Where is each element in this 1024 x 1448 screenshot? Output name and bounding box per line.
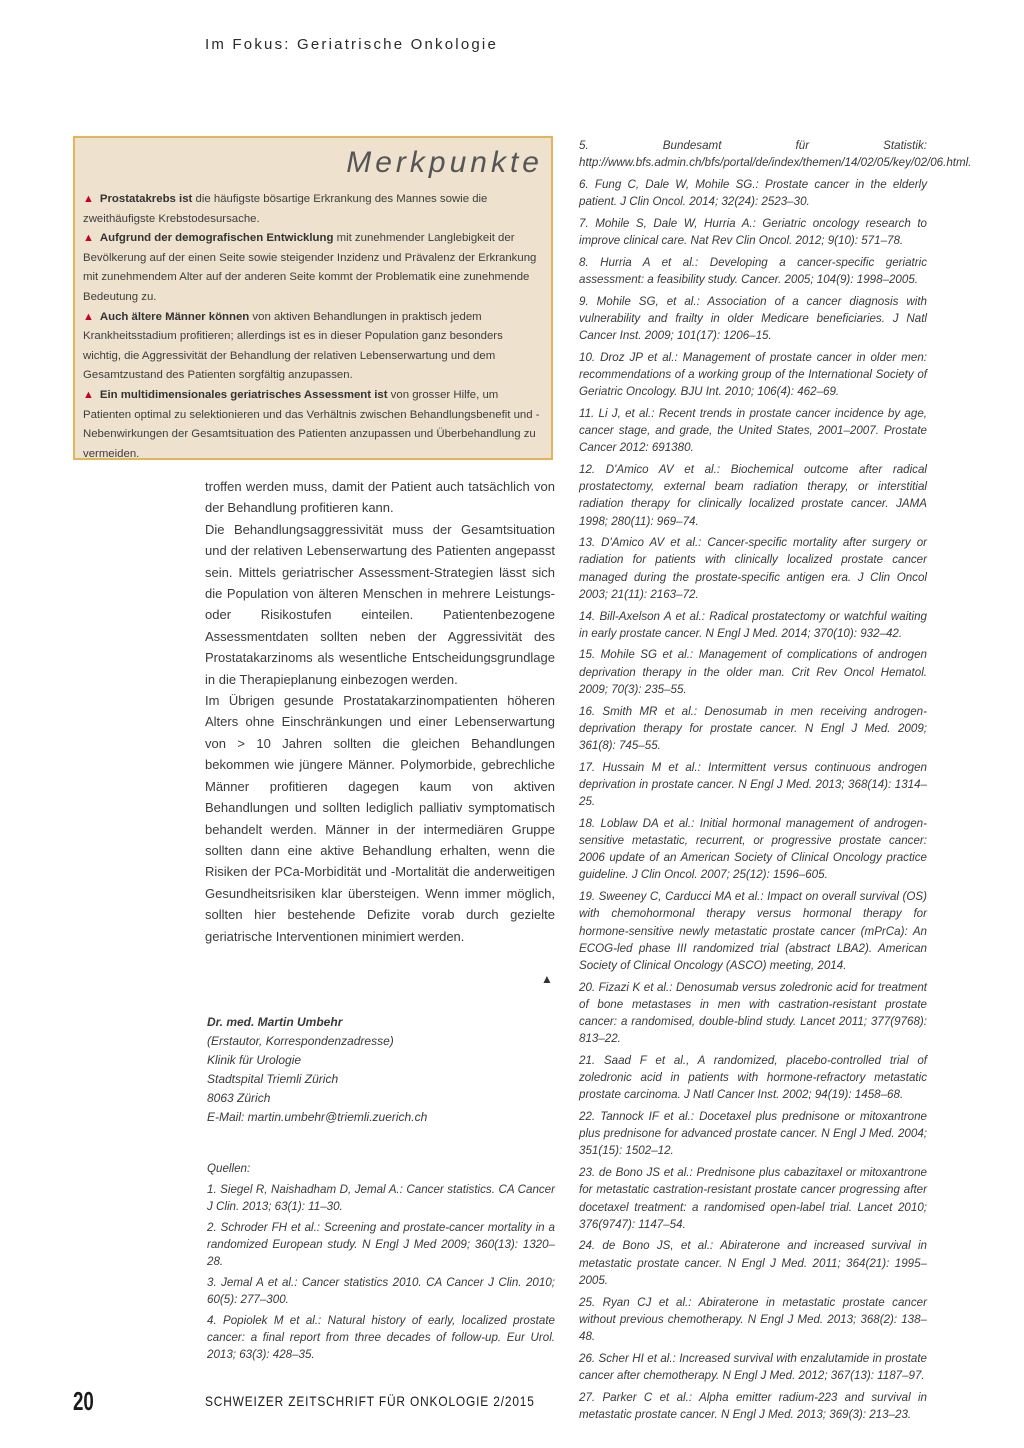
reference-item: 18. Loblaw DA et al.: Initial hormonal management of androgen-sensitive metastatic, recurrent, or progressive prostate cancer: 2006 update of an American Society of Clinical Oncology practice guideline. J Clin Oncol. 2007; 25(12): 1596–605. bbox=[579, 816, 927, 882]
triangle-bullet-icon: ▲ bbox=[83, 388, 94, 401]
merkpunkt-bold: Prostatakrebs ist bbox=[99, 193, 193, 205]
page-number: 20 bbox=[73, 1386, 94, 1416]
reference-item: 15. Mohile SG et al.: Management of complications of androgen deprivation therapy in the older man. Crit Rev Oncol Hematol. 2009; 70(3): 235–55. bbox=[579, 648, 927, 696]
merkpunkt-text: von aktiven Behandlungen in praktisch jedem Krankheitsstadium profitieren; allerdings ist es in dieser Population ganz besonders wichtig, die Aggressivität der Behandlung der relativen Lebenserwartung und dem Gesamtzustand des Patienten sorgfältig anzupassen. bbox=[83, 310, 503, 382]
author-city: 8063 Zürich bbox=[207, 1091, 271, 1105]
merkpunkt-item bbox=[83, 190, 541, 229]
reference-item: 14. Bill-Axelson A et al.: Radical prostatectomy or watchful waiting in early prostate cancer. N Engl J Med. 2014; 370(10): 932–42. bbox=[579, 609, 927, 640]
author-name: Dr. med. Martin Umbehr bbox=[207, 1015, 343, 1029]
reference-item: 6. Fung C, Dale W, Mohile SG.: Prostate cancer in the elderly patient. J Clin Oncol. 2014; 32(24): 2523–30. bbox=[579, 177, 927, 209]
sources-left bbox=[207, 1160, 555, 1367]
author-hospital: Stadtspital Triemli Zürich bbox=[207, 1072, 339, 1086]
reference-item: 3. Jemal A et al.: Cancer statistics 2010. CA Cancer J Clin. 2010; 60(5): 277–300. bbox=[207, 1276, 555, 1306]
reference-item: 16. Smith MR et al.: Denosumab in men receiving androgen-deprivation therapy for prostate cancer. N Engl J Med. 2009; 361(8): 745–55. bbox=[579, 704, 927, 752]
author-block bbox=[207, 1013, 427, 1127]
reference-item: 12. D'Amico AV et al.: Biochemical outcome after radical prostatectomy, external beam radiation therapy, or interstitial radiation therapy for clinically localized prostate cancer. JAMA 1998; 280(11): 969–74. bbox=[579, 462, 927, 528]
reference-item: 17. Hussain M et al.: Intermittent versus continuous androgen deprivation in prostate cancer. N Engl J Med. 2013; 368(14): 1314–25. bbox=[579, 760, 927, 809]
body-text bbox=[205, 476, 555, 947]
sources-label: Quellen: bbox=[207, 1162, 251, 1175]
reference-item: 27. Parker C et al.: Alpha emitter radium-223 and survival in metastatic prostate cancer. N Engl J Med. 2013; 369(3): 213–23. bbox=[579, 1390, 927, 1421]
end-mark-icon: ▲ bbox=[541, 972, 553, 986]
merkpunkte-title: Merkpunkte bbox=[346, 146, 543, 179]
reference-item: 23. de Bono JS et al.: Prednisone plus cabazitaxel or mitoxantrone for metastatic castration-resistant prostate cancer progressing after docetaxel treatment: a randomised open-label trial. Lancet 2010; 376(9747): 1147–54. bbox=[579, 1166, 927, 1231]
reference-item: 2. Schroder FH et al.: Screening and prostate-cancer mortality in a randomized European study. N Engl J Med 2009; 360(13): 1320–28. bbox=[207, 1221, 555, 1268]
author-dept: Klinik für Urologie bbox=[207, 1053, 302, 1067]
reference-item: 19. Sweeney C, Carducci MA et al.: Impact on overall survival (OS) with chemohormonal therapy versus hormonal therapy for hormone-sensitive newly metastatic prostate cancer (mPrCa): An ECOG-led phase III randomized trial (abstract LBA2). American Society of Clinical Oncology (ASCO) meeting, 2014. bbox=[579, 890, 927, 972]
merkpunkt-item bbox=[83, 229, 541, 307]
merkpunkt-text: die häufigste bösartige Erkrankung des Mannes sowie die zweithäufigste Krebstodesursache. bbox=[83, 193, 488, 225]
reference-item: 21. Saad F et al., A randomized, placebo-controlled trial of zoledronic acid in patients with hormone-refractory metastatic prostate carcinoma. J Natl Cancer Inst. 2002; 94(19): 1458–68. bbox=[579, 1053, 927, 1102]
merkpunkt-text: von grosser Hilfe, um Patienten optimal zu selektionieren und das Verhältnis zwischen Behandlungsbenefit und -Nebenwirkungen der Gesamtsituation des Patienten anzupassen und Überbehandlung zu vermeiden. bbox=[83, 388, 540, 460]
reference-item: 1. Siegel R, Naishadham D, Jemal A.: Cancer statistics. CA Cancer J Clin. 2013; 63(1): 11–30. bbox=[207, 1183, 555, 1213]
merkpunkte-box bbox=[73, 136, 553, 460]
merkpunkt-bold: Ein multidimensionales geriatrisches Assessment ist bbox=[99, 388, 388, 401]
reference-item: 9. Mohile SG, et al.: Association of a cancer diagnosis with vulnerability and frailty in older Medicare beneficiaries. J Natl Cancer Inst. 2009; 101(17): 1206–15. bbox=[579, 294, 927, 343]
merkpunkt-item bbox=[83, 308, 541, 386]
sources-right bbox=[579, 137, 972, 1428]
triangle-bullet-icon: ▲ bbox=[83, 193, 94, 205]
author-email[interactable]: E-Mail: martin.umbehr@triemli.zuerich.ch bbox=[207, 1110, 428, 1124]
triangle-bullet-icon: ▲ bbox=[83, 310, 94, 323]
reference-item: 24. de Bono JS, et al.: Abiraterone and increased survival in metastatic prostate cancer. N Engl J Med. 2011; 364(21): 1995–2005. bbox=[579, 1239, 927, 1287]
reference-item: 8. Hurria A et al.: Developing a cancer-specific geriatric assessment: a feasibility study. Cancer. 2005; 104(9): 1998–2005. bbox=[579, 255, 927, 286]
journal-footer: SCHWEIZER ZEITSCHRIFT FÜR ONKOLOGIE 2/2015 bbox=[205, 1393, 535, 1409]
reference-item: 22. Tannock IF et al.: Docetaxel plus prednisone or mitoxantrone plus prednisone for advanced prostate cancer. N Engl J Med. 2004; 351(15): 1502–12. bbox=[579, 1110, 927, 1158]
body-paragraph: troffen werden muss, damit der Patient auch tatsächlich von der Behandlung profitieren kann. bbox=[205, 479, 555, 516]
merkpunkt-text: mit zunehmender Langlebigkeit der Bevölkerung auf der einen Seite sowie steigender Inzidenz und Prävalenz der Erkrankung mit zunehmendem Alter auf der anderen Seite kommt der Problematik eine zunehmende Bedeutung zu. bbox=[83, 232, 537, 303]
merkpunkt-bold: Auch ältere Männer können bbox=[99, 310, 250, 323]
merkpunkte-list bbox=[83, 190, 541, 464]
body-paragraph: Im Übrigen gesunde Prostatakarzinompatienten höheren Alters ohne Einschränkungen und einer Lebenserwartung von > 10 Jahren sollten die gleichen Behandlungen bekommen wie jüngere Männer. Polymorbide, gebrechliche Männer profitieren dagegen kaum von aktiven Behandlungen und sollten lediglich palliativ symptomatisch behandelt werden. Männer in der intermediären Gruppe sollten dann eine aktive Behandlung erhalten, wenn die Risiken der PCa-Morbidität und -Mortalität die anderweitigen Gesundheitsrisiken klar übersteigen. Wenn immer möglich, sollten hier bestehende Defizite vorab durch gezielte geriatrische Interventionen minimiert werden. bbox=[205, 693, 555, 944]
reference-item: 7. Mohile S, Dale W, Hurria A.: Geriatric oncology research to improve clinical care. Nat Rev Clin Oncol. 2012; 9(10): 571–78. bbox=[579, 216, 927, 248]
body-paragraph: Die Behandlungsaggressivität muss der Gesamtsituation und der relativen Lebenserwartung des Patienten angepasst sein. Mittels geriatrischer Assessment-Strategien lässt sich die Population von älteren Menschen in mehrere Leistungs- oder Risikostufen einteilen. Patientenbezogene Assessmentdaten sollten neben der Aggressivität des Prostatakarzinoms als wesentliche Entscheidungsgrundlage in die Therapieplanung einbezogen werden. bbox=[205, 521, 555, 687]
reference-item: 26. Scher HI et al.: Increased survival with enzalutamide in prostate cancer after chemotherapy. N Engl J Med. 2012; 367(13): 1187–97. bbox=[579, 1351, 927, 1382]
author-role: (Erstautor, Korrespondenzadresse) bbox=[207, 1034, 394, 1048]
merkpunkt-item bbox=[83, 386, 541, 464]
triangle-bullet-icon: ▲ bbox=[83, 232, 94, 245]
reference-item: 4. Popiolek M et al.: Natural history of early, localized prostate cancer: a final report from three decades of follow-up. Eur Urol. 2013; 63(3): 428–35. bbox=[207, 1314, 555, 1361]
reference-item: 25. Ryan CJ et al.: Abiraterone in metastatic prostate cancer without previous chemotherapy. N Engl J Med. 2013; 368(2): 138–48. bbox=[579, 1295, 927, 1343]
reference-item: 5. Bundesamt für Statistik: http://www.bfs.admin.ch/bfs/portal/de/index/themen/14/02/05/key/02/06.html. bbox=[579, 139, 972, 170]
reference-item: 13. D'Amico AV et al.: Cancer-specific mortality after surgery or radiation for patients with clinically localized prostate cancer managed during the prostate-specific antigen era. J Clin Oncol 2003; 21(11): 2163–72. bbox=[579, 536, 927, 601]
merkpunkt-bold: Aufgrund der demografischen Entwicklung bbox=[99, 232, 334, 245]
running-header: Im Fokus: Geriatrische Onkologie bbox=[205, 36, 498, 53]
reference-item: 11. Li J, et al.: Recent trends in prostate cancer incidence by age, cancer stage, and grade, the United States, 2001–2007. Prostate Cancer 2012: 691380. bbox=[579, 406, 927, 455]
reference-item: 10. Droz JP et al.: Management of prostate cancer in older men: recommendations of a working group of the International Society of Geriatric Oncology. BJU Int. 2010; 106(4): 462–69. bbox=[579, 350, 927, 399]
reference-item: 20. Fizazi K et al.: Denosumab versus zoledronic acid for treatment of bone metastases in men with castration-resistant prostate cancer: a randomised, double-blind study. Lancet 2011; 377(9768): 813–22. bbox=[579, 980, 927, 1046]
